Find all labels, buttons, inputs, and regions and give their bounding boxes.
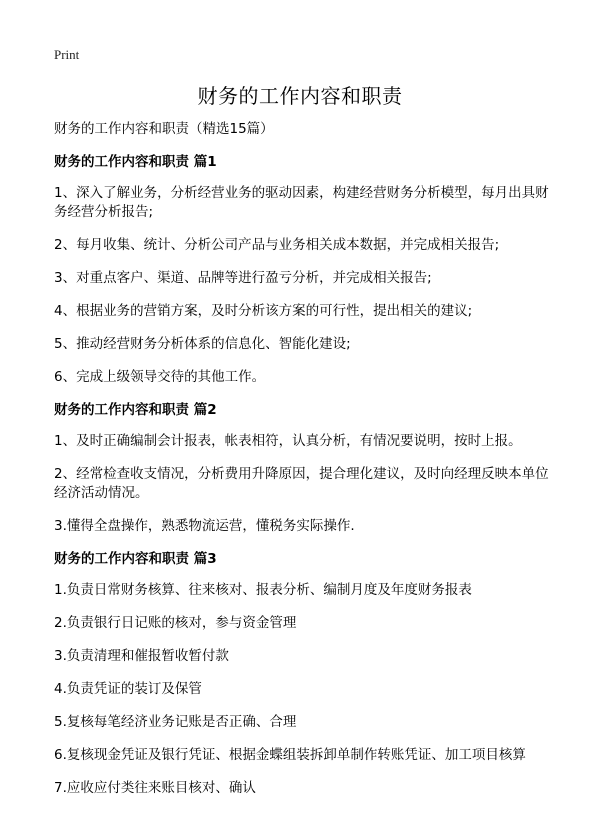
list-item: 6.复核现金凭证及银行凭证、根据金蝶组装拆卸单制作转账凭证、加工项目核算: [54, 747, 526, 763]
list-item: 2、经常检查收支情况，分析费用升降原因，提合理化建议，及时向经理反映本单位经济活动情况。: [54, 466, 549, 501]
list-item: 4、根据业务的营销方案，及时分析该方案的可行性，提出相关的建议;: [54, 303, 473, 319]
section-2: [54, 401, 560, 536]
section-heading: 财务的工作内容和职责 篇2: [54, 402, 217, 418]
list-item: 1.负责日常财务核算、往来核对、报表分析、编制月度及年度财务报表: [54, 582, 472, 598]
section-heading: 财务的工作内容和职责 篇1: [54, 154, 217, 170]
section-3: [54, 550, 560, 798]
list-item: 5、推动经营财务分析体系的信息化、智能化建设;: [54, 336, 351, 352]
list-item: 5.复核每笔经济业务记账是否正确、合理: [54, 714, 297, 730]
list-item: 6、完成上级领导交待的其他工作。: [54, 369, 266, 385]
print-label[interactable]: Print: [54, 47, 80, 62]
document-content: [54, 120, 560, 812]
list-item: 3.负责清理和催报暂收暂付款: [54, 648, 229, 664]
list-item: 3.懂得全盘操作，熟悉物流运营，懂税务实际操作.: [54, 518, 355, 534]
list-item: 3、对重点客户、渠道、品牌等进行盈亏分析，并完成相关报告;: [54, 270, 432, 286]
list-item: 4.负责凭证的装订及保管: [54, 681, 202, 697]
list-item: 1、及时正确编制会计报表，帐表相符，认真分析，有情况要说明，按时上报。: [54, 433, 522, 449]
list-item: 2、每月收集、统计、分析公司产品与业务相关成本数据，并完成相关报告;: [54, 237, 500, 253]
section-heading: 财务的工作内容和职责 篇3: [54, 551, 217, 567]
list-item: 2.负责银行日记账的核对，参与资金管理: [54, 615, 297, 631]
document-title: 财务的工作内容和职责: [197, 84, 403, 108]
document-subtitle: 财务的工作内容和职责（精选15篇）: [54, 121, 274, 137]
list-item: 1、深入了解业务，分析经营业务的驱动因素，构建经营财务分析模型，每月出具财务经营分析报告;: [54, 185, 549, 220]
section-1: [54, 153, 560, 387]
list-item: 7.应收应付类往来账目核对、确认: [54, 780, 256, 796]
